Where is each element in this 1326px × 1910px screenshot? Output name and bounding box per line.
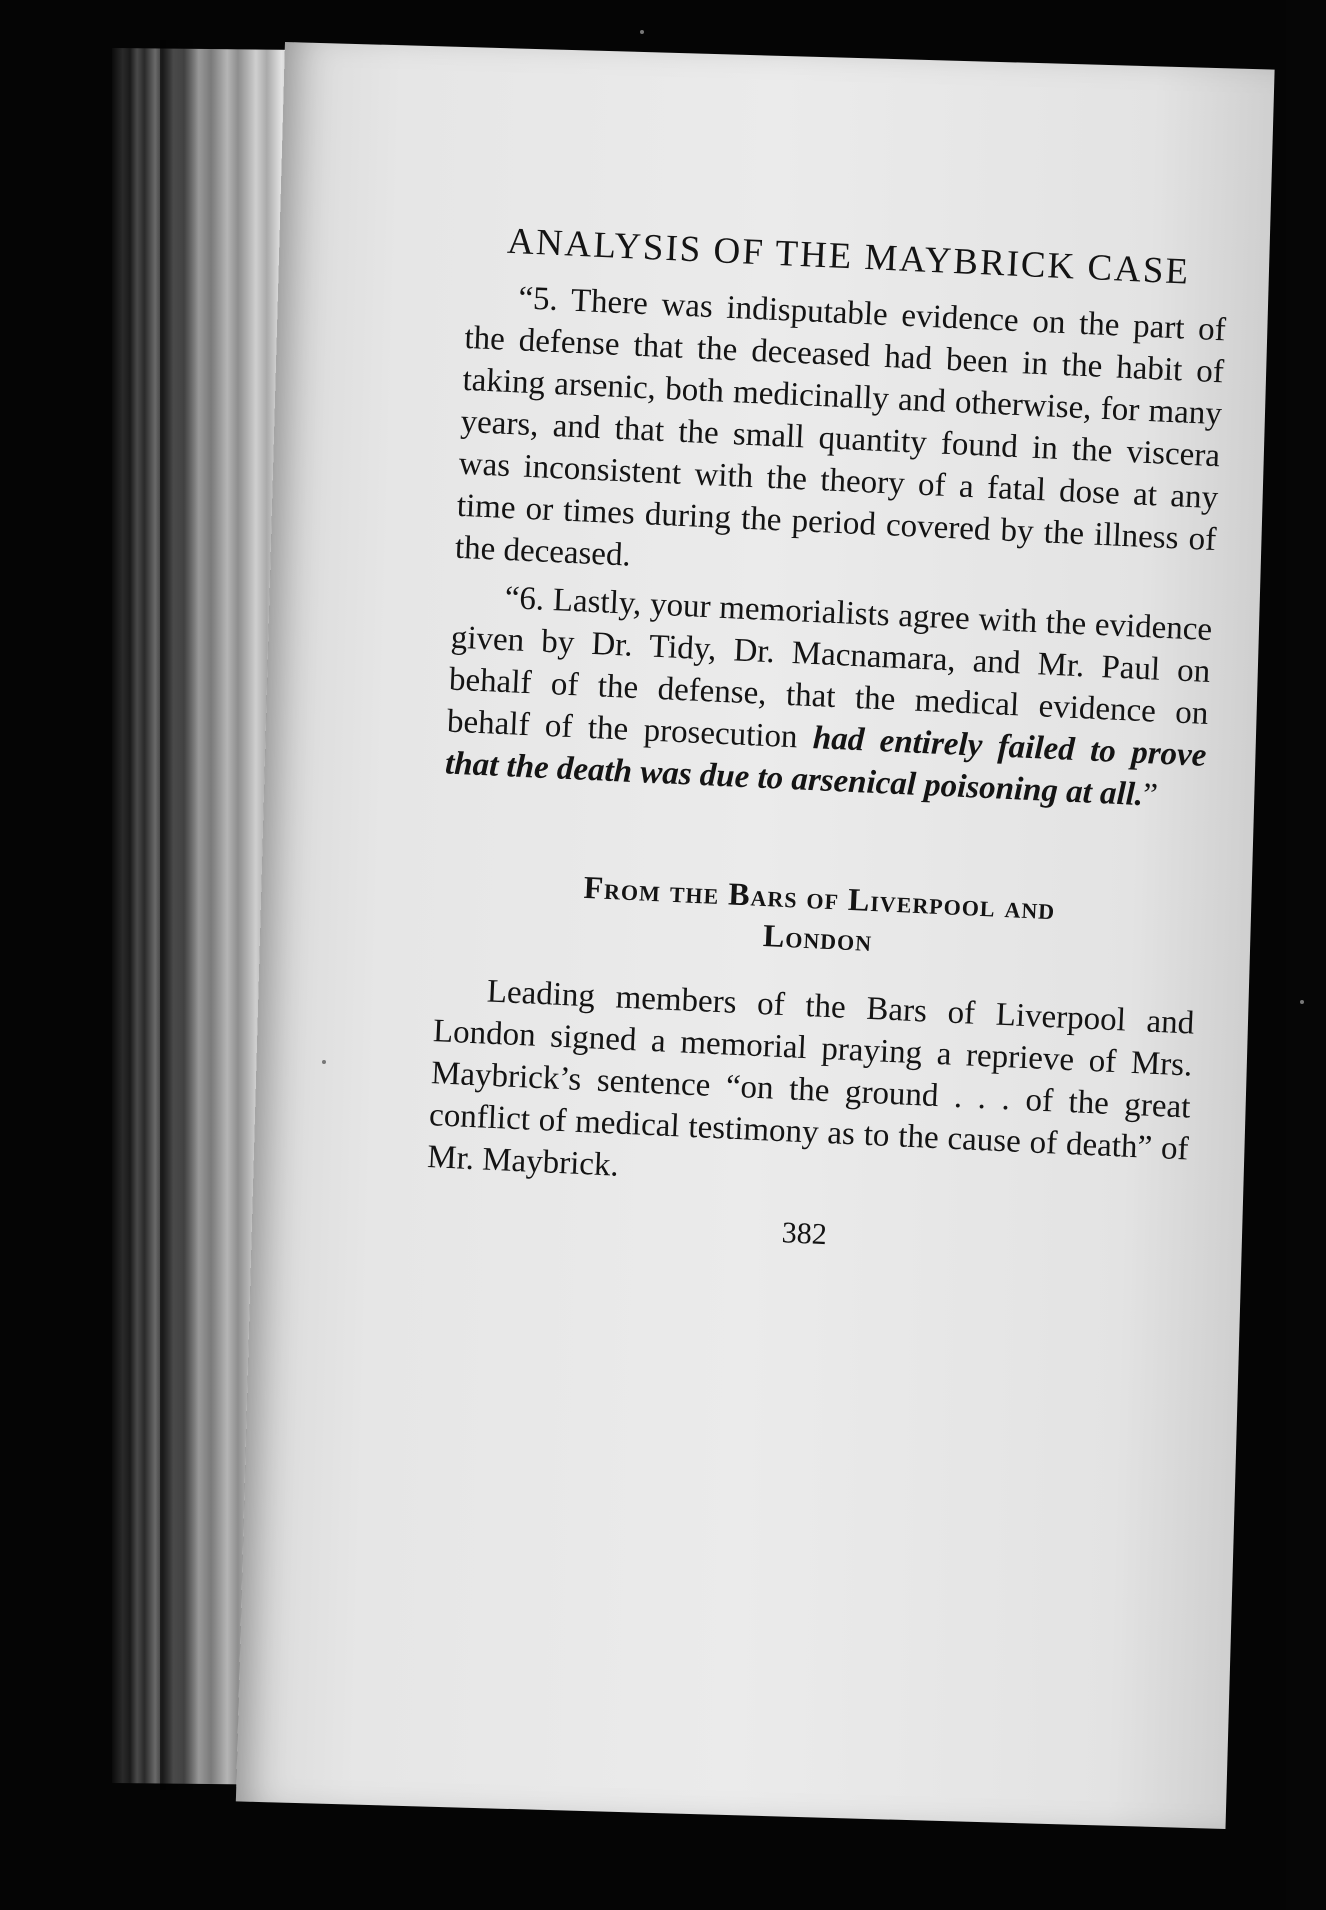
page-number: 382 bbox=[781, 1216, 828, 1252]
page-text bbox=[424, 218, 1229, 1268]
dust-speck bbox=[640, 30, 644, 34]
paragraph-6-closing-quote: ” bbox=[1142, 777, 1159, 814]
section-heading-line-1: From the Bars of Liverpool and bbox=[582, 868, 1057, 927]
running-head: ANALYSIS OF THE MAYBRICK CASE bbox=[506, 220, 1191, 293]
section-heading-line-2: London bbox=[762, 917, 874, 958]
paragraph-5 bbox=[454, 275, 1227, 603]
right-margin-shadow bbox=[1286, 0, 1326, 1910]
paragraph-5-text: “5. There was indisputable evidence on the part of the defense that the deceased had been in the habit of taking arsenic, both medicinally and otherwise, for many years, and that the small quantity found in the viscera was inconsistent with the theory of a fatal dose at any time or times during the period covered by the illness of the deceased. bbox=[454, 280, 1227, 574]
paragraph-6-text: “6. Lastly, your memorialists agree with the evidence given by Dr. Tidy, Dr. Macnamara, and Mr. Paul on behalf of the defense, that the medical evidence on behalf of the prosecution bbox=[446, 579, 1213, 757]
section-paragraph: Leading members of the Bars of Liverpool and London signed a memorial praying a reprieve of Mrs. Maybrick’s sentence “on the ground . . . of the great conflict of medical testimony as to the cause of death” of Mr. Maybrick. bbox=[426, 973, 1196, 1184]
spine-shadow bbox=[160, 40, 200, 1790]
dust-speck bbox=[1300, 1000, 1304, 1004]
dust-speck bbox=[322, 1060, 326, 1064]
paragraph-6-emphasis: had entirely failed to prove that the death was due to arsenical poisoning at all. bbox=[444, 720, 1208, 814]
section-heading bbox=[437, 860, 1200, 974]
paragraph-6 bbox=[444, 575, 1213, 819]
